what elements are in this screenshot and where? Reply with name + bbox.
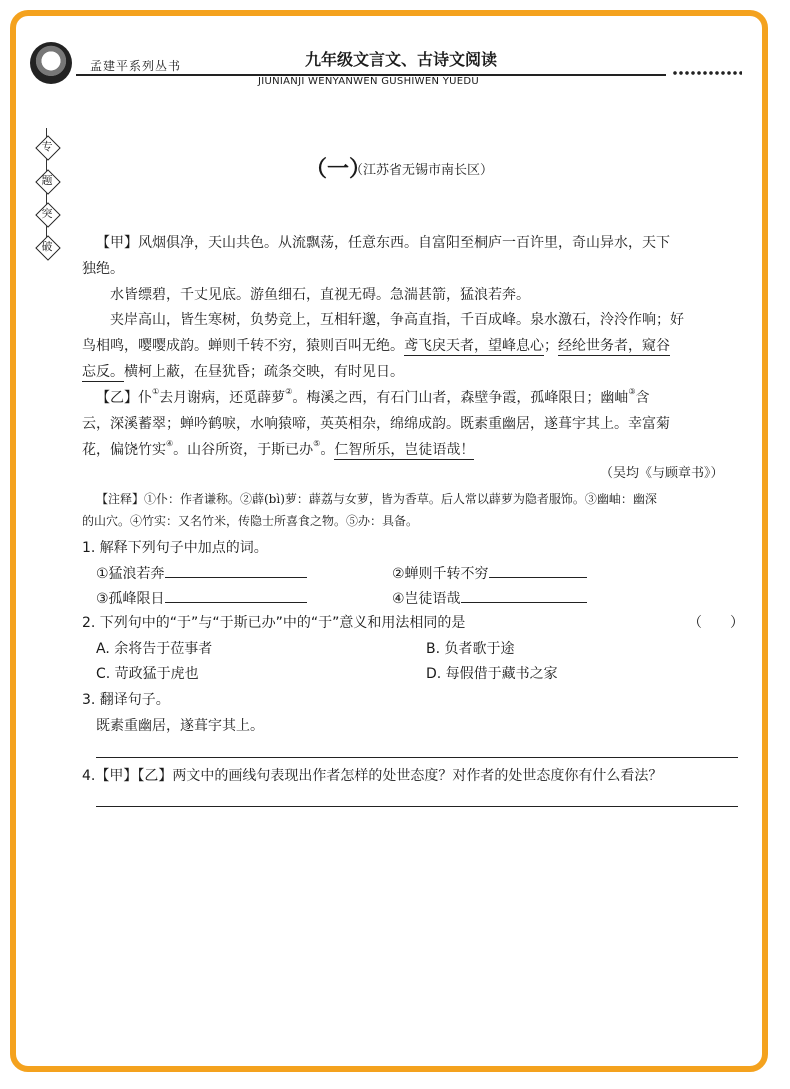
q3-sentence: 既素重幽居，遂葺宇其上。 <box>96 718 264 734</box>
side-tab-2: 题 <box>36 170 58 192</box>
passage-yi-line-1: 【乙】仆①去月谢病，还觅薜萝②。梅溪之西，有石门山者，森壁争霞，孤峰限日；幽岫③含 <box>96 387 650 406</box>
underlined-sentence-2-end: 忘反。 <box>82 364 124 380</box>
header-dots <box>672 70 742 76</box>
passage-jia-line-3: 水皆缥碧，千丈见底。游鱼细石，直视无碍。急湍甚箭，猛浪若奔。 <box>110 287 530 303</box>
q1-answer-blank-c[interactable] <box>165 588 307 603</box>
q2-option-d[interactable]: D. 每假借于藏书之家 <box>426 666 558 682</box>
q1-answer-blank-d[interactable] <box>461 588 587 603</box>
q1-item-b: ②蝉则千转不穷 <box>392 563 587 584</box>
book-title-pinyin: JIUNIANJI WENYANWEN GUSHIWEN YUEDU <box>258 76 479 87</box>
q1-item-a: ①猛浪若奔 <box>96 563 307 584</box>
passage-yi-line-3: 花，偏饶竹实④。山谷所资，于斯已办⑤。仁智所乐，岂徒语哉！ <box>82 439 475 458</box>
q2-option-b[interactable]: B. 负者歌于途 <box>426 641 515 657</box>
q2-option-c[interactable]: C. 苛政猛于虎也 <box>96 666 199 682</box>
side-tab-4: 破 <box>36 236 58 258</box>
passage-yi-line-2: 云，深溪蓄翠；蝉吟鹤唳，水响猿啼，英英相杂，绵绵成韵。既素重幽居，遂葺宇其上。幸富菊 <box>82 416 670 432</box>
series-logo-icon <box>30 42 72 84</box>
section-title: （一） <box>305 156 372 182</box>
question-4-stem: 4.【甲】【乙】两文中的画线句表现出作者怎样的处世态度？对作者的处世态度你有什么看法？ <box>82 768 663 784</box>
question-1-stem: 1. 解释下列句子中加点的词。 <box>82 540 268 556</box>
q1-answer-blank-a[interactable] <box>165 563 307 578</box>
notes-line-1: 【注释】①仆：作者谦称。②薜(bì)萝：薜荔与女萝，皆为香草。后人常以薜萝为隐者服饰。③幽岫：幽深 <box>96 492 657 506</box>
underlined-sentence-3: 仁智所乐，岂徒语哉！ <box>334 442 475 458</box>
passage-source: （吴均《与顾章书》） <box>600 466 724 481</box>
question-2-stem: 2. 下列句中的“于”与“于斯已办”中的“于”意义和用法相同的是 <box>82 615 466 631</box>
series-name: 孟建平系列丛书 <box>90 59 182 73</box>
passage-jia-line-6: 忘反。横柯上蔽，在昼犹昏；疏条交映，有时见日。 <box>82 364 404 380</box>
section-subtitle: （江苏省无锡市南长区） <box>350 163 494 178</box>
passage-jia-line-1: 【甲】风烟俱净，天山共色。从流飘荡，任意东西。自富阳至桐庐一百许里，奇山异水，天下 <box>96 235 670 251</box>
passage-jia-line-2: 独绝。 <box>82 261 124 277</box>
q1-item-c: ③孤峰限日 <box>96 588 307 609</box>
underlined-sentence-1: 鸢飞戾天者，望峰息心 <box>404 338 544 354</box>
underlined-sentence-2: 经纶世务者，窥谷 <box>558 338 670 354</box>
passage-jia-line-4: 夹岸高山，皆生寒树，负势竞上，互相轩邈，争高直指，千百成峰。泉水激石，泠泠作响；好 <box>110 312 684 328</box>
q1-answer-blank-b[interactable] <box>489 563 587 578</box>
q3-answer-line[interactable] <box>96 757 738 758</box>
q1-item-d: ④岂徒语哉 <box>392 588 587 609</box>
q4-answer-line[interactable] <box>96 806 738 807</box>
side-tab-3: 突 <box>36 203 58 225</box>
question-3-stem: 3. 翻译句子。 <box>82 692 170 708</box>
q2-answer-paren[interactable]: （ ） <box>688 615 744 631</box>
q2-option-a[interactable]: A. 余将告于莅事者 <box>96 641 213 657</box>
side-tab-1: 专 <box>36 136 58 158</box>
book-title: 九年级文言文、古诗文阅读 <box>305 50 498 69</box>
passage-jia-line-5: 鸟相鸣，嘤嘤成韵。蝉则千转不穷，猿则百叫无绝。鸢飞戾天者，望峰息心；经纶世务者，窥谷 <box>82 338 670 354</box>
notes-line-2: 的山穴。④竹实：又名竹米，传隐士所喜食之物。⑤办：具备。 <box>82 514 419 528</box>
